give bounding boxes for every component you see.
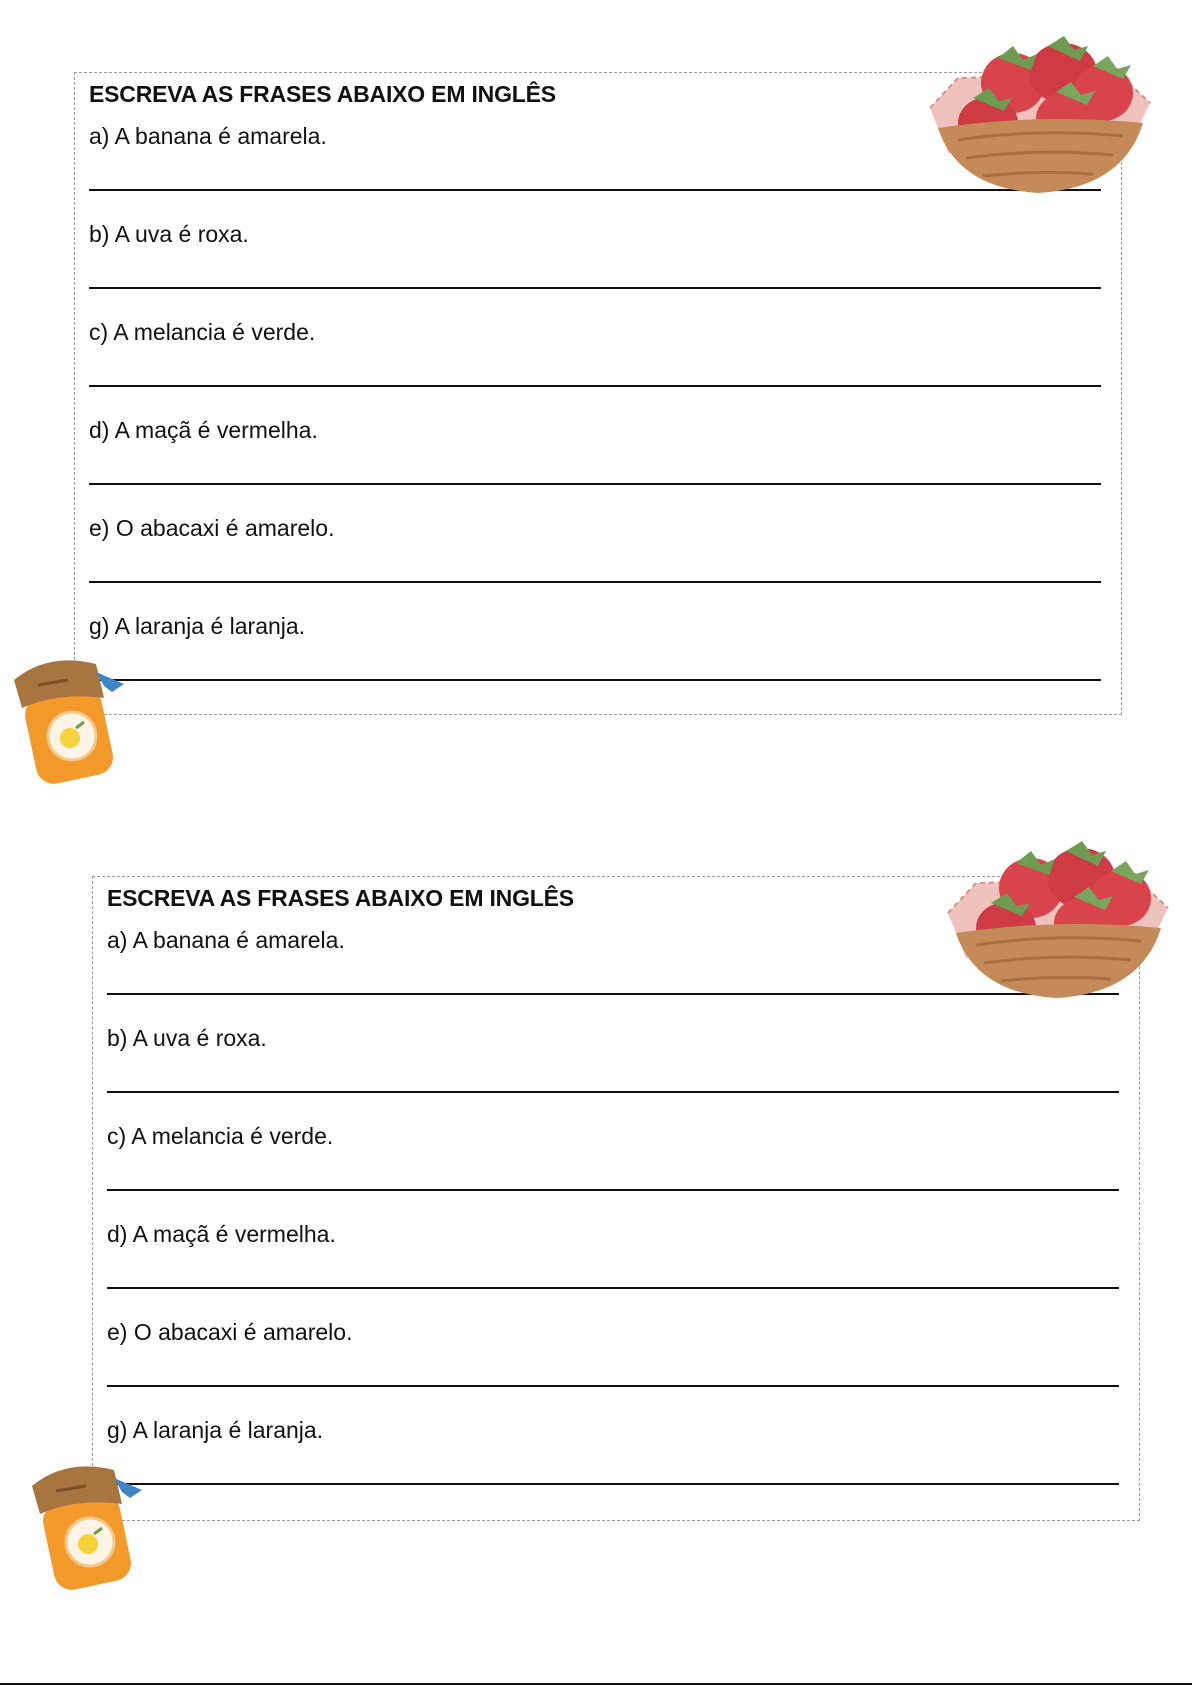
strawberry-basket-icon (936, 833, 1176, 1008)
answer-line[interactable] (89, 679, 1101, 681)
exercise-prompt: d) A maçã é vermelha. (89, 417, 318, 443)
exercise-prompt: g) A laranja é laranja. (89, 613, 306, 639)
exercise-prompt: b) A uva é roxa. (107, 1025, 267, 1051)
answer-line[interactable] (107, 1483, 1119, 1485)
exercise-item (107, 1319, 1119, 1417)
exercise-item (107, 1025, 1119, 1123)
answer-line[interactable] (89, 385, 1101, 387)
answer-line[interactable] (107, 1287, 1119, 1289)
answer-line[interactable] (107, 1385, 1119, 1387)
exercise-prompt: e) O abacaxi é amarelo. (107, 1319, 353, 1345)
worksheet-title: ESCREVA AS FRASES ABAIXO EM INGLÊS (107, 885, 574, 911)
exercise-item (107, 1123, 1119, 1221)
exercise-item (89, 417, 1101, 515)
exercise-prompt: d) A maçã é vermelha. (107, 1221, 336, 1247)
exercise-item (89, 319, 1101, 417)
exercise-item (107, 1417, 1119, 1515)
exercise-prompt: b) A uva é roxa. (89, 221, 249, 247)
answer-line[interactable] (89, 581, 1101, 583)
jam-jar-icon (8, 650, 128, 790)
exercise-prompt: c) A melancia é verde. (89, 319, 316, 345)
exercise-item (89, 221, 1101, 319)
answer-line[interactable] (89, 287, 1101, 289)
exercise-item (89, 515, 1101, 613)
answer-line[interactable] (107, 1189, 1119, 1191)
exercise-prompt: g) A laranja é laranja. (107, 1417, 324, 1443)
jam-jar-icon (26, 1456, 146, 1596)
exercise-prompt: a) A banana é amarela. (107, 927, 345, 953)
exercise-item (89, 613, 1101, 711)
exercise-prompt: a) A banana é amarela. (89, 123, 327, 149)
exercise-item (107, 1221, 1119, 1319)
strawberry-basket-icon (918, 28, 1158, 203)
exercise-prompt: c) A melancia é verde. (107, 1123, 334, 1149)
exercise-prompt: e) O abacaxi é amarelo. (89, 515, 335, 541)
answer-line[interactable] (107, 1091, 1119, 1093)
answer-line[interactable] (89, 483, 1101, 485)
worksheet-title: ESCREVA AS FRASES ABAIXO EM INGLÊS (89, 81, 556, 107)
